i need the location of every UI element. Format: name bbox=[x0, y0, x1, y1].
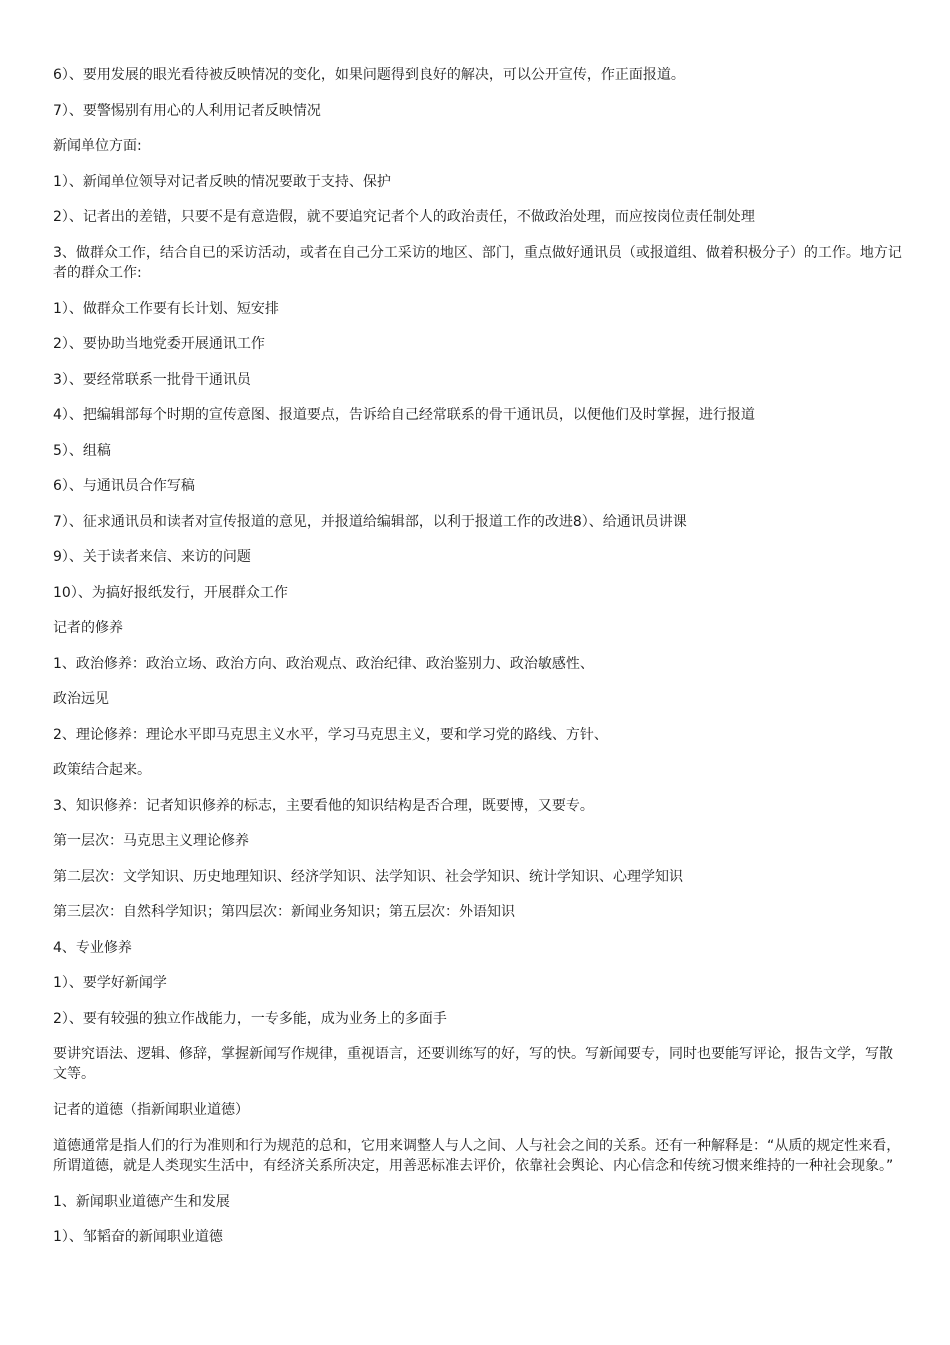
paragraph: 1）、做群众工作要有长计划、短安排 bbox=[53, 300, 279, 317]
paragraph: 6）、与通讯员合作写稿 bbox=[53, 478, 195, 494]
paragraph: 7）、要警惕别有用心的人利用记者反映情况 bbox=[53, 102, 321, 119]
paragraph: 第一层次：马克思主义理论修养 bbox=[53, 833, 249, 849]
paragraph: 3）、要经常联系一批骨干通讯员 bbox=[53, 371, 251, 388]
paragraph: 10）、为搞好报纸发行，开展群众工作 bbox=[53, 584, 288, 601]
paragraph: 要讲究语法、逻辑、修辞，掌握新闻写作规律，重视语言，还要训练写的好，写的快。写新闻要专，同时也要能写评论，报告文学，写散文等。 bbox=[53, 1046, 893, 1082]
paragraph: 5）、组稿 bbox=[53, 442, 111, 459]
section-heading: 记者的修养 bbox=[53, 620, 123, 636]
paragraph: 第二层次：文学知识、历史地理知识、经济学知识、法学知识、社会学知识、统计学知识、心理学知识 bbox=[53, 868, 683, 885]
paragraph: 2、理论修养：理论水平即马克思主义水平，学习马克思主义，要和学习党的路线、方针、 bbox=[53, 726, 608, 743]
paragraph: 3、做群众工作，结合自已的采访活动，或者在自己分工采访的地区、部门，重点做好通讯员（或报道组、做着积极分子）的工作。地方记者的群众工作: bbox=[53, 244, 902, 281]
paragraph: 3、知识修养：记者知识修养的标志，主要看他的知识结构是否合理，既要博，又要专。 bbox=[53, 797, 594, 814]
paragraph: 1）、要学好新闻学 bbox=[53, 975, 167, 991]
paragraph: 2）、记者出的差错，只要不是有意造假，就不要追究记者个人的政治责任，不做政治处理，而应按岗位责任制处理 bbox=[53, 209, 755, 225]
paragraph: 1）、邹韬奋的新闻职业道德 bbox=[53, 1229, 223, 1245]
section-heading: 记者的道德（指新闻职业道德） bbox=[53, 1102, 249, 1118]
paragraph: 4）、把编辑部每个时期的宣传意图、报道要点，告诉给自己经常联系的骨干通讯员，以便他们及时掌握，进行报道 bbox=[53, 407, 755, 423]
paragraph: 第三层次：自然科学知识；第四层次：新闻业务知识；第五层次：外语知识 bbox=[53, 904, 515, 920]
document-body bbox=[53, 65, 905, 1263]
section-heading: 新闻单位方面: bbox=[53, 138, 142, 154]
paragraph: 9）、关于读者来信、来访的问题 bbox=[53, 549, 251, 565]
paragraph: 1）、新闻单位领导对记者反映的情况要敢于支持、保护 bbox=[53, 173, 391, 190]
paragraph: 政策结合起来。 bbox=[53, 762, 151, 778]
paragraph: 4、专业修养 bbox=[53, 939, 132, 956]
paragraph: 6）、要用发展的眼光看待被反映情况的变化，如果问题得到良好的解决，可以公开宣传，作正面报道。 bbox=[53, 67, 685, 83]
paragraph: 2）、要协助当地党委开展通讯工作 bbox=[53, 336, 265, 352]
paragraph: 1、政治修养：政治立场、政治方向、政治观点、政治纪律、政治鉴别力、政治敏感性、 bbox=[53, 655, 594, 672]
paragraph: 7）、征求通讯员和读者对宣传报道的意见，并报道给编辑部，以利于报道工作的改进8）、给通讯员讲课 bbox=[53, 513, 687, 530]
paragraph: 1、新闻职业道德产生和发展 bbox=[53, 1193, 230, 1210]
paragraph: 政治远见 bbox=[53, 691, 109, 707]
paragraph: 2）、要有较强的独立作战能力，一专多能，成为业务上的多面手 bbox=[53, 1010, 447, 1027]
paragraph: 道德通常是指人们的行为准则和行为规范的总和，它用来调整人与人之间、人与社会之间的关系。还有一种解释是：“从质的规定性来看，所谓道德，就是人类现实生活中，有经济关系所决定，用善恶标准去评价，依靠社会舆论、内心信念和传统习惯来维持的一种社会现象。” bbox=[53, 1137, 901, 1174]
